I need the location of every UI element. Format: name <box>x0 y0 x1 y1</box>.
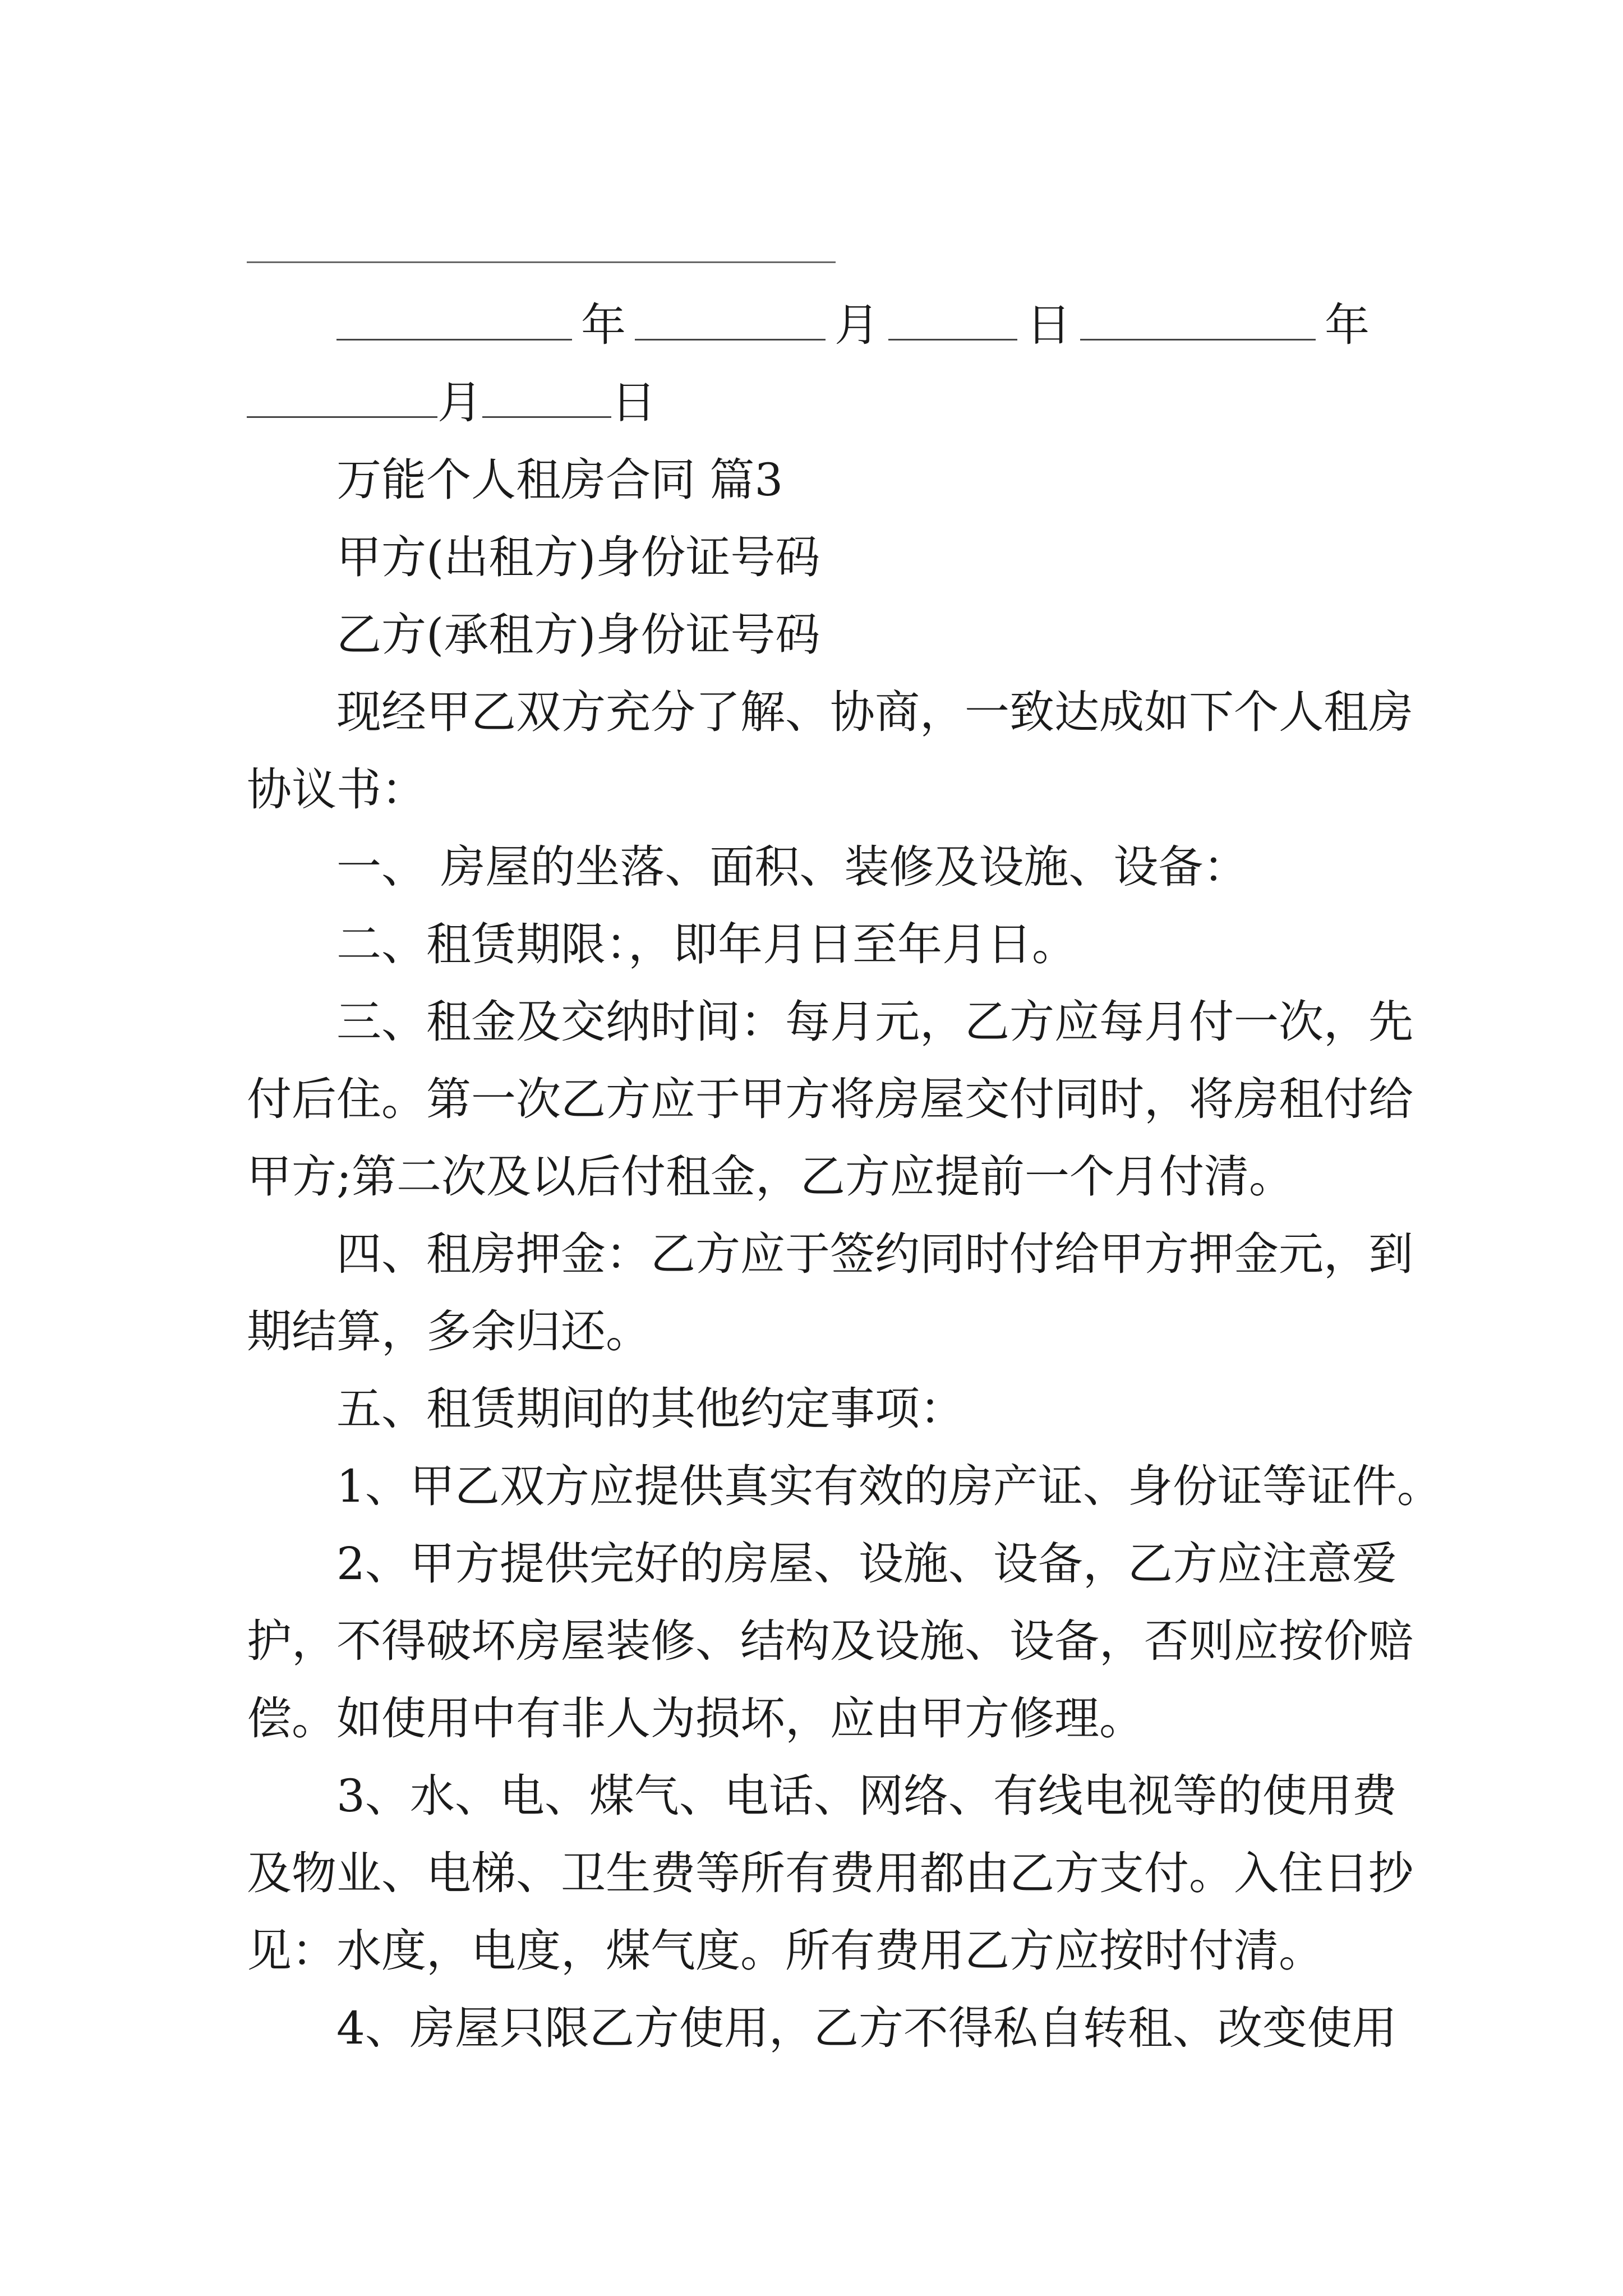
date-line-2 <box>247 375 656 431</box>
day-blank <box>888 300 1017 341</box>
item-2-line-2: 护，不得破坏房屋装修、结构及设施、设备，否则应按价赔 <box>247 1615 1413 1667</box>
clause-3-line-1: 三、租金及交纳时间：每月元，乙方应每月付一次，先 <box>336 996 1413 1048</box>
day-label: 日 <box>1026 299 1071 351</box>
clause-2: 二、租赁期限：，即年月日至年月日。 <box>336 918 1077 970</box>
item-3-line-2: 及物业、电梯、卫生费等所有费用都由乙方支付。入住日抄 <box>247 1847 1413 1899</box>
clause-3-line-3: 甲方;第二次及以后付租金，乙方应提前一个月付清。 <box>247 1151 1294 1203</box>
item-2-line-3: 偿。如使用中有非人为损坏，应由甲方修理。 <box>247 1692 1144 1745</box>
item-3-line-3: 见：水度，电度，煤气度。所有费用乙方应按时付清。 <box>247 1925 1324 1977</box>
clause-4-line-1: 四、租房押金：乙方应于签约同时付给甲方押金元，到 <box>336 1228 1413 1280</box>
party-b-line: 乙方(承租方)身份证号码 <box>336 609 820 661</box>
signature-rule <box>247 261 836 263</box>
clause-5: 五、租赁期间的其他约定事项： <box>336 1383 965 1435</box>
item-4-line-1: 4、房屋只限乙方使用，乙方不得私自转租、改变使用 <box>336 2002 1397 2054</box>
day-blank-2 <box>482 377 611 418</box>
date-line <box>336 297 1378 353</box>
month-blank <box>635 300 826 341</box>
clause-3-line-2: 付后住。第一次乙方应于甲方将房屋交付同时，将房租付给 <box>247 1073 1413 1125</box>
year-label-2: 年 <box>1325 299 1370 351</box>
year-blank <box>336 300 572 341</box>
day-label-2: 日 <box>611 376 656 429</box>
month-blank-2 <box>247 377 437 418</box>
party-a-line: 甲方(出租方)身份证号码 <box>336 531 820 583</box>
clause-1: 一、 房屋的坐落、面积、装修及设施、设备： <box>336 841 1248 893</box>
month-label-2: 月 <box>437 376 482 429</box>
year-blank-2 <box>1080 300 1316 341</box>
year-label: 年 <box>581 299 626 351</box>
item-1: 1、甲乙双方应提供真实有效的房产证、身份证等证件。 <box>336 1460 1442 1512</box>
month-label: 月 <box>834 299 879 351</box>
intro-paragraph-line-1: 现经甲乙双方充分了解、协商，一致达成如下个人租房 <box>336 686 1413 738</box>
clause-4-line-2: 期结算，多余归还。 <box>247 1305 651 1358</box>
item-2-line-1: 2、甲方提供完好的房屋、设施、设备，乙方应注意爱 <box>336 1538 1397 1590</box>
intro-paragraph-line-2: 协议书： <box>247 763 426 816</box>
item-3-line-1: 3、水、电、煤气、电话、网络、有线电视等的使用费 <box>336 1770 1397 1822</box>
section-title: 万能个人租房合同 篇3 <box>336 454 783 506</box>
